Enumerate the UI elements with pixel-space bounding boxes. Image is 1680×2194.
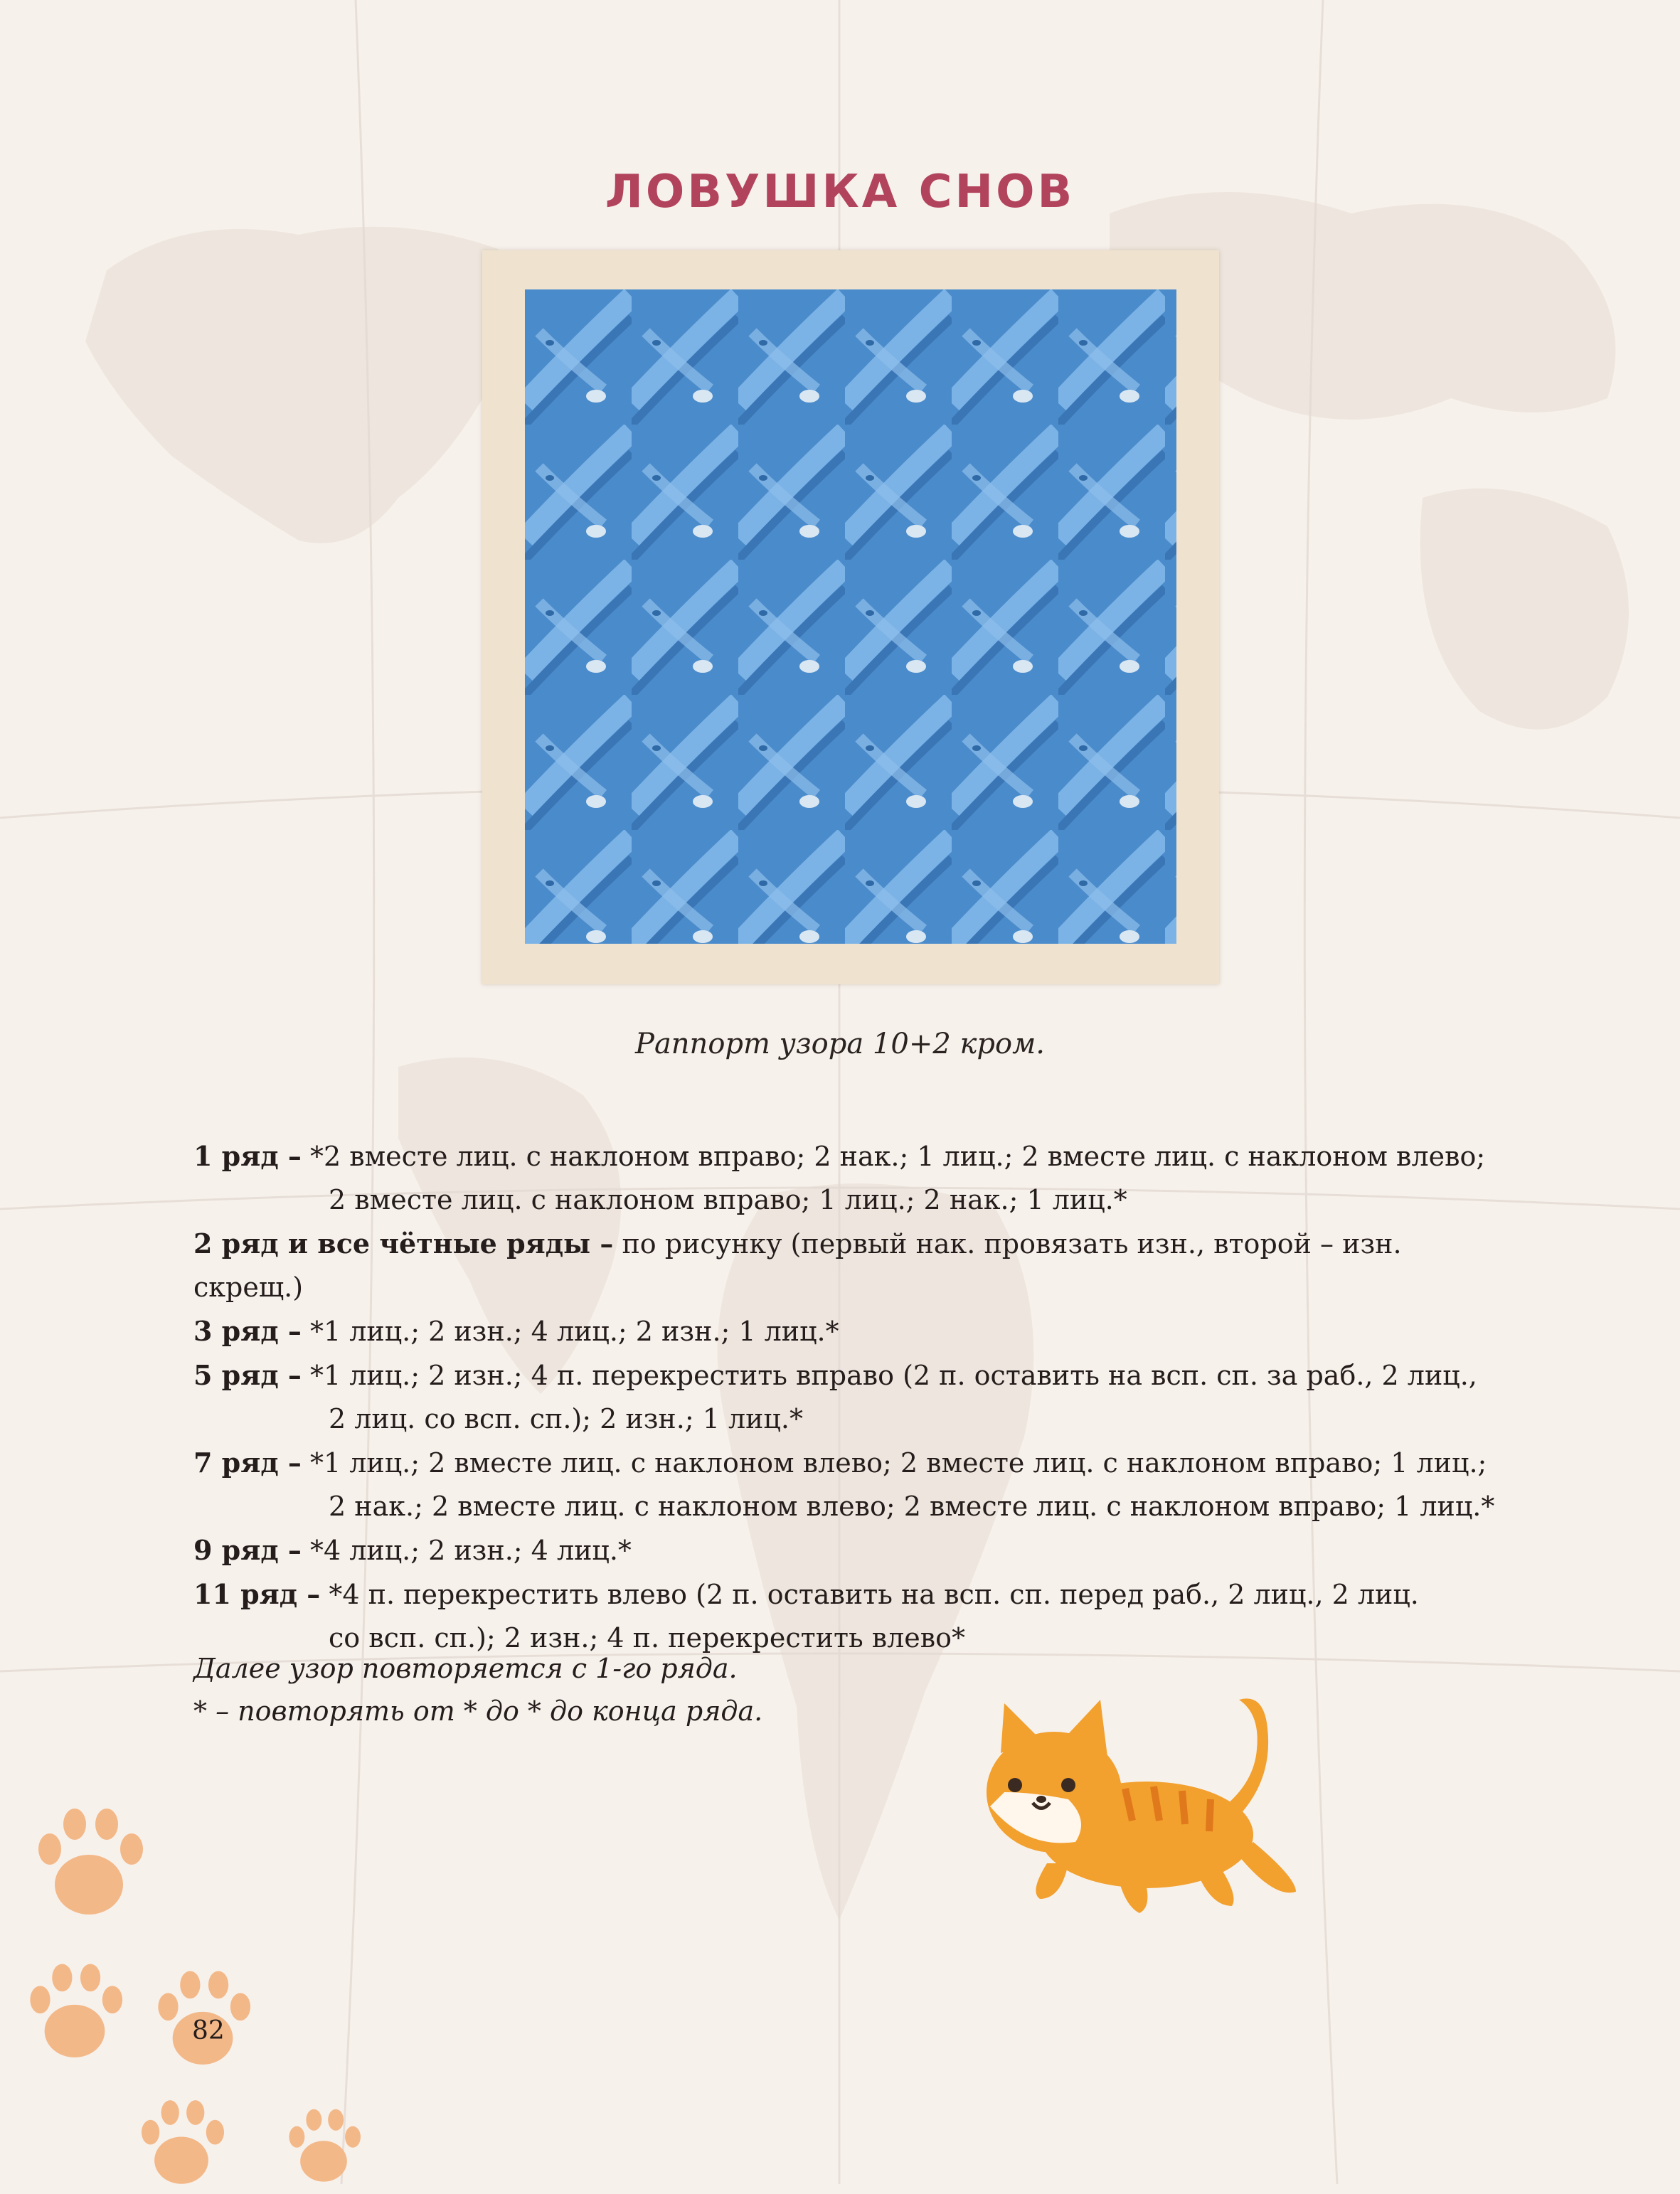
row-label: 7 ряд –	[193, 1447, 302, 1479]
paw-print-icon	[21, 1949, 128, 2070]
row-label: 9 ряд –	[193, 1534, 302, 1566]
instruction-rows	[193, 1134, 1514, 1660]
paw-print-icon	[270, 2098, 377, 2190]
row-text: *1 лиц.; 2 вместе лиц. с наклоном влево; 2 вместе лиц. с наклоном вправо; 1 лиц.;	[309, 1447, 1487, 1479]
paw-print-icon	[128, 2087, 235, 2194]
row-text-continued: 2 вместе лиц. с наклоном вправо; 1 лиц.; 2 нак.; 1 лиц.*	[329, 1184, 1127, 1215]
swatch-photo-frame	[482, 250, 1219, 984]
paw-print-icon	[28, 1792, 149, 1927]
knitted-swatch-photo	[525, 289, 1176, 944]
row-text: по рисунку (первый нак. провязать изн., второй – изн. скрещ.)	[193, 1228, 1402, 1303]
page-title: ЛОВУШКА СНОВ	[605, 165, 1075, 218]
row-label: 3 ряд –	[193, 1315, 302, 1347]
instruction-row-2	[193, 1222, 1514, 1309]
footnote	[193, 1647, 762, 1732]
page-number: 82	[192, 2016, 225, 2045]
row-text: *4 лиц.; 2 изн.; 4 лиц.*	[309, 1535, 632, 1566]
footnote-repeat: Далее узор повторяется с 1-го ряда.	[193, 1653, 738, 1684]
row-text-continued: со всп. сп.); 2 изн.; 4 п. перекрестить влево*	[329, 1622, 966, 1654]
instruction-row-3	[193, 1309, 1514, 1353]
row-label: 5 ряд –	[193, 1359, 302, 1391]
cat-illustration	[962, 1686, 1317, 1927]
instruction-row-9	[193, 1528, 1514, 1572]
row-label: 1 ряд –	[193, 1140, 302, 1172]
row-text-continued: 2 лиц. со всп. сп.); 2 изн.; 1 лиц.*	[329, 1403, 803, 1434]
row-label: 11 ряд –	[193, 1578, 321, 1610]
footnote-asterisk: * – повторять от * до * до конца ряда.	[193, 1695, 763, 1727]
instruction-row-7	[193, 1441, 1514, 1528]
row-text-continued: 2 нак.; 2 вместе лиц. с наклоном влево; 2 вместе лиц. с наклоном вправо; 1 лиц.*	[329, 1491, 1495, 1522]
instruction-row-5	[193, 1353, 1514, 1441]
pattern-repeat-caption: Раппорт узора 10+2 кром.	[635, 1028, 1045, 1060]
row-text: *1 лиц.; 2 изн.; 4 лиц.; 2 изн.; 1 лиц.*	[309, 1316, 839, 1347]
row-text: *1 лиц.; 2 изн.; 4 п. перекрестить вправо (2 п. оставить на всп. сп. за раб., 2 лиц.,	[309, 1360, 1477, 1391]
instruction-row-1	[193, 1134, 1514, 1222]
row-label: 2 ряд и все чётные ряды –	[193, 1228, 614, 1260]
row-text: *2 вместе лиц. с наклоном вправо; 2 нак.; 1 лиц.; 2 вместе лиц. с наклоном влево;	[309, 1141, 1486, 1172]
row-text: *4 п. перекрестить влево (2 п. оставить на всп. сп. перед раб., 2 лиц., 2 лиц.	[329, 1579, 1419, 1610]
